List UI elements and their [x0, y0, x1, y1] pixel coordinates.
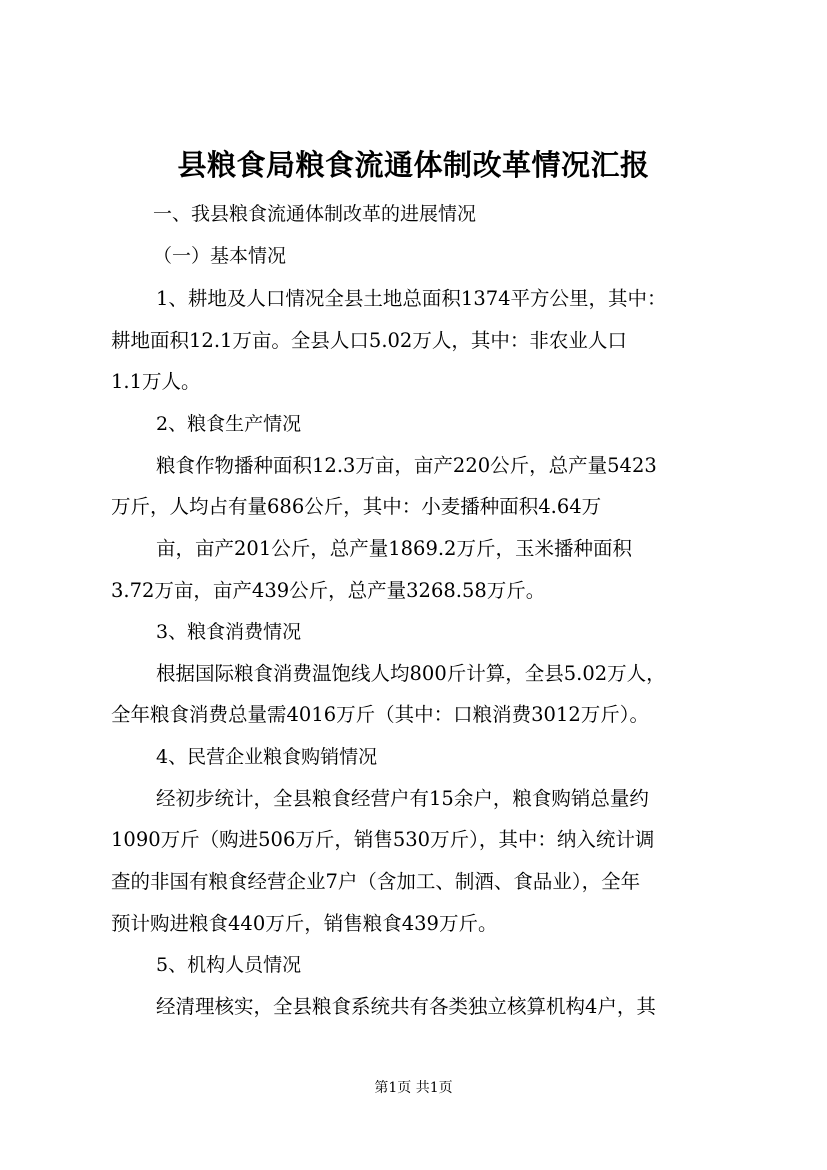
item-heading: 3、粮食消费情况	[156, 621, 302, 643]
paragraph-line: 经初步统计，全县粮食经营户有15余户，粮食购销总量约	[156, 787, 649, 810]
paragraph-line: 根据国际粮食消费温饱线人均800斤计算，全县5.02万人，	[156, 662, 666, 685]
paragraph-line: 全年粮食消费总量需4016万斤（其中：口粮消费3012万斤）。	[111, 703, 650, 726]
paragraph-line: 1.1万人。	[111, 370, 201, 393]
item-heading: 5、机构人员情况	[156, 954, 302, 976]
paragraph-line: 预计购进粮食440万斤，销售粮食439万斤。	[111, 912, 498, 935]
paragraph-line: 3.72万亩，亩产439公斤，总产量3268.58万斤。	[111, 579, 546, 602]
document-title: 县粮食局粮食流通体制改革情况汇报	[177, 148, 650, 182]
item-heading: 2、粮食生产情况	[156, 413, 302, 435]
paragraph-line: 1、耕地及人口情况全县土地总面积1374平方公里，其中：	[156, 287, 667, 310]
subsection-heading: （一）基本情况	[153, 245, 287, 267]
paragraph-line: 粮食作物播种面积12.3万亩，亩产220公斤，总产量5423	[156, 454, 657, 477]
paragraph-line: 亩，亩产201公斤，总产量1869.2万斤，玉米播种面积	[156, 537, 632, 560]
section-heading: 一、我县粮食流通体制改革的进展情况	[153, 203, 477, 225]
item-heading: 4、民营企业粮食购销情况	[156, 746, 378, 768]
paragraph-line: 查的非国有粮食经营企业7户（含加工、制酒、食品业），全年	[111, 870, 641, 893]
paragraph-line: 1090万斤（购进506万斤，销售530万斤），其中：纳入统计调	[111, 828, 655, 851]
paragraph-line: 万斤，人均占有量686公斤，其中：小麦播种面积4.64万	[111, 495, 602, 518]
paragraph-line: 耕地面积12.1万亩。全县人口5.02万人，其中：非农业人口	[111, 329, 627, 352]
page-footer: 第1页 共1页	[374, 1080, 453, 1096]
paragraph-line: 经清理核实，全县粮食系统共有各类独立核算机构4户，其	[156, 995, 656, 1018]
